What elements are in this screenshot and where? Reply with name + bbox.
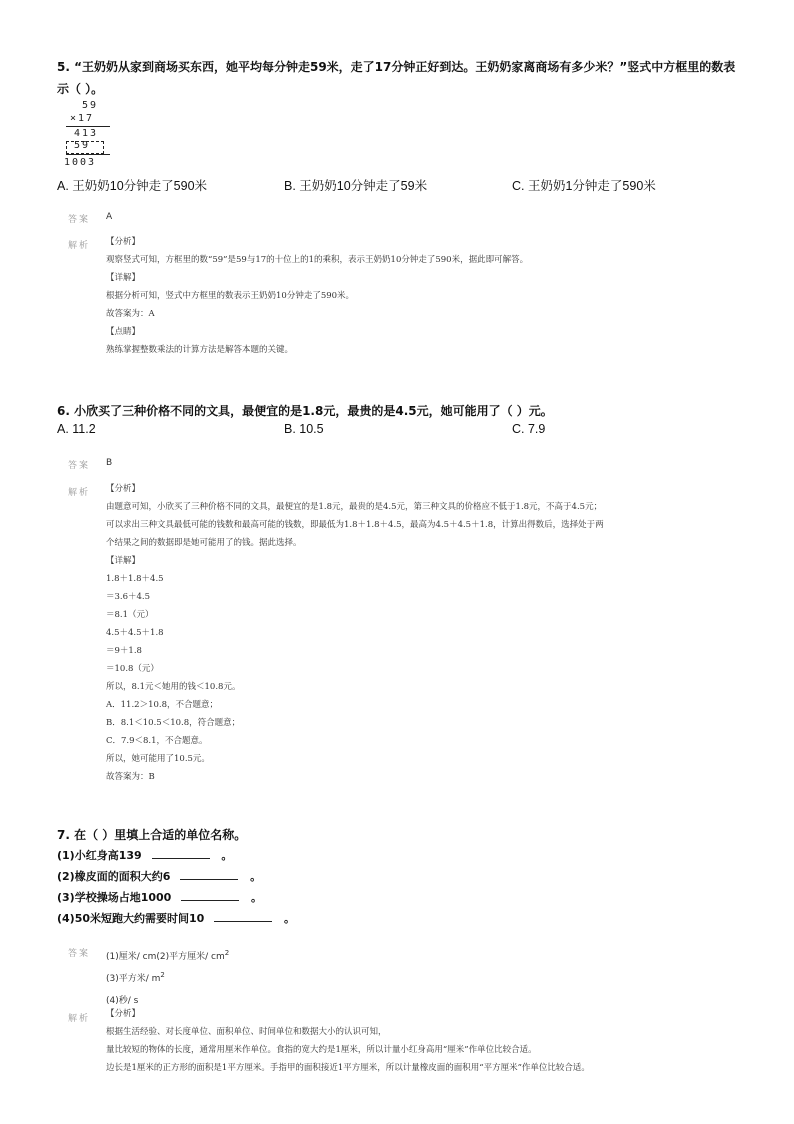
q5-analysis-line: 故答案为：A bbox=[106, 309, 155, 319]
q6-answer: B bbox=[106, 458, 113, 468]
q7-item-text: (4)50米短跑大约需要时间10 bbox=[57, 912, 205, 925]
q5-option-c[interactable]: C. 王奶奶1分钟走了590米 bbox=[512, 179, 656, 193]
q7-answer bbox=[106, 944, 229, 1010]
q6-analysis-line: A．11.2＞10.8，不合题意； bbox=[106, 700, 218, 710]
q7-item-end: 。 bbox=[251, 891, 263, 904]
q7-item-text: (1)小红身高139 bbox=[57, 849, 142, 862]
q5-analysis-line: 观察竖式可知，方框里的数“59”是59与17的十位上的1的乘积，表示王奶奶10分钟走了590米，据此即可解答。 bbox=[106, 255, 529, 265]
q7-item-4 bbox=[57, 910, 295, 926]
q7-item-end: 。 bbox=[250, 870, 262, 883]
q7-blank-3[interactable] bbox=[181, 890, 239, 901]
q6-analysis-line: 所以，她可能用了10.5元。 bbox=[106, 754, 210, 764]
q7-blank-2[interactable] bbox=[180, 869, 238, 880]
q5-title-line2: 示（ ）。 bbox=[57, 82, 104, 96]
q6-analysis-line: 1.8＋1.8＋4.5 bbox=[106, 574, 164, 584]
q6-analysis-line: 4.5＋4.5＋1.8 bbox=[106, 628, 164, 638]
q6-analysis-line: 由题意可知，小欣买了三种价格不同的文具，最便宜的是1.8元，最贵的是4.5元，第三种文具的价格应不低于1.8元，不高于4.5元； bbox=[106, 502, 603, 512]
q5-analysis-line: 【分析】 bbox=[106, 237, 141, 247]
vm-line-2 bbox=[66, 154, 110, 155]
q7-answer-line: (1)厘米/ cm(2)平方厘米/ $cm^2$ bbox=[106, 949, 230, 962]
q6-analysis-line: ＝3.6＋4.5 bbox=[106, 592, 151, 602]
q5-option-b[interactable]: B. 王奶奶10分钟走了59米 bbox=[284, 179, 428, 193]
q6-analysis-line: 【分析】 bbox=[106, 484, 141, 494]
q6-option-c[interactable]: C. 7.9 bbox=[512, 422, 546, 436]
q7-item-text: (2)橡皮面的面积大约6 bbox=[57, 870, 171, 883]
q7-analysis-line: 【分析】 bbox=[106, 1009, 141, 1019]
q5-analysis-line: 【详解】 bbox=[106, 273, 141, 283]
q7-blank-4[interactable] bbox=[214, 911, 272, 922]
q6-analysis-line: ＝10.8（元） bbox=[106, 664, 159, 674]
q6-analysis-line: 个结果之间的数据即是她可能用了的钱。据此选择。 bbox=[106, 538, 302, 548]
vm-row-partial2: 59 bbox=[74, 140, 91, 151]
q7-blank-1[interactable] bbox=[152, 848, 210, 859]
q7-analysis-line: 量比较短的物体的长度，通常用厘米作单位。食指的宽大约是1厘米，所以计量小红身高用“厘米”作单位比较合适。 bbox=[106, 1045, 537, 1055]
q6-analysis-line: C．7.9＜8.1，不合题意。 bbox=[106, 736, 208, 746]
q7-item-3 bbox=[57, 889, 262, 905]
vertical-multiplication bbox=[62, 100, 122, 170]
vm-row-partial1: 413 bbox=[74, 128, 99, 139]
vm-row-product: 1003 bbox=[64, 157, 97, 168]
q7-analysis-line: 根据生活经验、对长度单位、面积单位、时间单位和数据大小的认识可知， bbox=[106, 1027, 387, 1037]
vm-row-multiplicand: 59 bbox=[82, 100, 99, 111]
q6-title: 6. 小欣买了三种价格不同的文具，最便宜的是1.8元，最贵的是4.5元，她可能用了（ ）元。 bbox=[57, 404, 553, 418]
q6-analysis-line: B．8.1＜10.5＜10.8，符合题意； bbox=[106, 718, 241, 728]
q5-analysis-line: 根据分析可知，竖式中方框里的数表示王奶奶10分钟走了590米。 bbox=[106, 291, 355, 301]
q7-answer-line: (3)平方米/ $m^2$ bbox=[106, 971, 165, 984]
q7-item-1 bbox=[57, 847, 232, 863]
q6-analysis-label: 解析 bbox=[68, 488, 91, 498]
q5-analysis-line: 熟练掌握整数乘法的计算方法是解答本题的关键。 bbox=[106, 345, 294, 355]
q7-item-end: 。 bbox=[221, 849, 233, 862]
q7-analysis bbox=[106, 1005, 590, 1077]
q6-analysis bbox=[106, 480, 604, 786]
q5-answer: A bbox=[106, 212, 113, 222]
q5-analysis bbox=[106, 233, 528, 359]
q7-item-text: (3)学校操场占地1000 bbox=[57, 891, 172, 904]
q5-title-line1: 5. “王奶奶从家到商场买东西，她平均每分钟走59米，走了17分钟正好到达。王奶奶家离商场有多少米？”竖式中方框里的数表 bbox=[57, 60, 736, 74]
q7-answer-line: (4)秒/ s bbox=[106, 996, 139, 1006]
q5-analysis-label: 解析 bbox=[68, 241, 91, 251]
vm-line-1 bbox=[66, 126, 110, 127]
q6-analysis-line: ＝9＋1.8 bbox=[106, 646, 142, 656]
q7-item-2 bbox=[57, 868, 261, 884]
q7-answer-label: 答案 bbox=[68, 949, 91, 959]
q5-option-a[interactable]: A. 王奶奶10分钟走了590米 bbox=[57, 179, 208, 193]
q6-option-a[interactable]: A. 11.2 bbox=[57, 422, 96, 436]
q6-analysis-line: 可以求出三种文具最低可能的钱数和最高可能的钱数，即最低为1.8＋1.8＋4.5，最高为4.5＋4.5＋1.8，计算出得数后，选择处于两 bbox=[106, 520, 604, 530]
q6-analysis-line: 所以，8.1元＜她用的钱＜10.8元。 bbox=[106, 682, 241, 692]
q7-title: 7. 在（ ）里填上合适的单位名称。 bbox=[57, 828, 247, 842]
q7-item-end: 。 bbox=[284, 912, 296, 925]
q7-analysis-label: 解析 bbox=[68, 1014, 91, 1024]
q7-analysis-line: 边长是1厘米的正方形的面积是1平方厘米。手指甲的面积接近1平方厘米，所以计量橡皮面的面积用“平方厘米”作单位比较合适。 bbox=[106, 1063, 590, 1073]
q6-answer-label: 答案 bbox=[68, 461, 91, 471]
q6-analysis-line: 故答案为：B bbox=[106, 772, 155, 782]
q6-option-b[interactable]: B. 10.5 bbox=[284, 422, 324, 436]
q6-analysis-line: ＝8.1（元） bbox=[106, 610, 154, 620]
q5-analysis-line: 【点睛】 bbox=[106, 327, 141, 337]
q6-analysis-line: 【详解】 bbox=[106, 556, 141, 566]
q5-answer-label: 答案 bbox=[68, 215, 91, 225]
vm-row-multiplier: ×17 bbox=[70, 113, 95, 124]
